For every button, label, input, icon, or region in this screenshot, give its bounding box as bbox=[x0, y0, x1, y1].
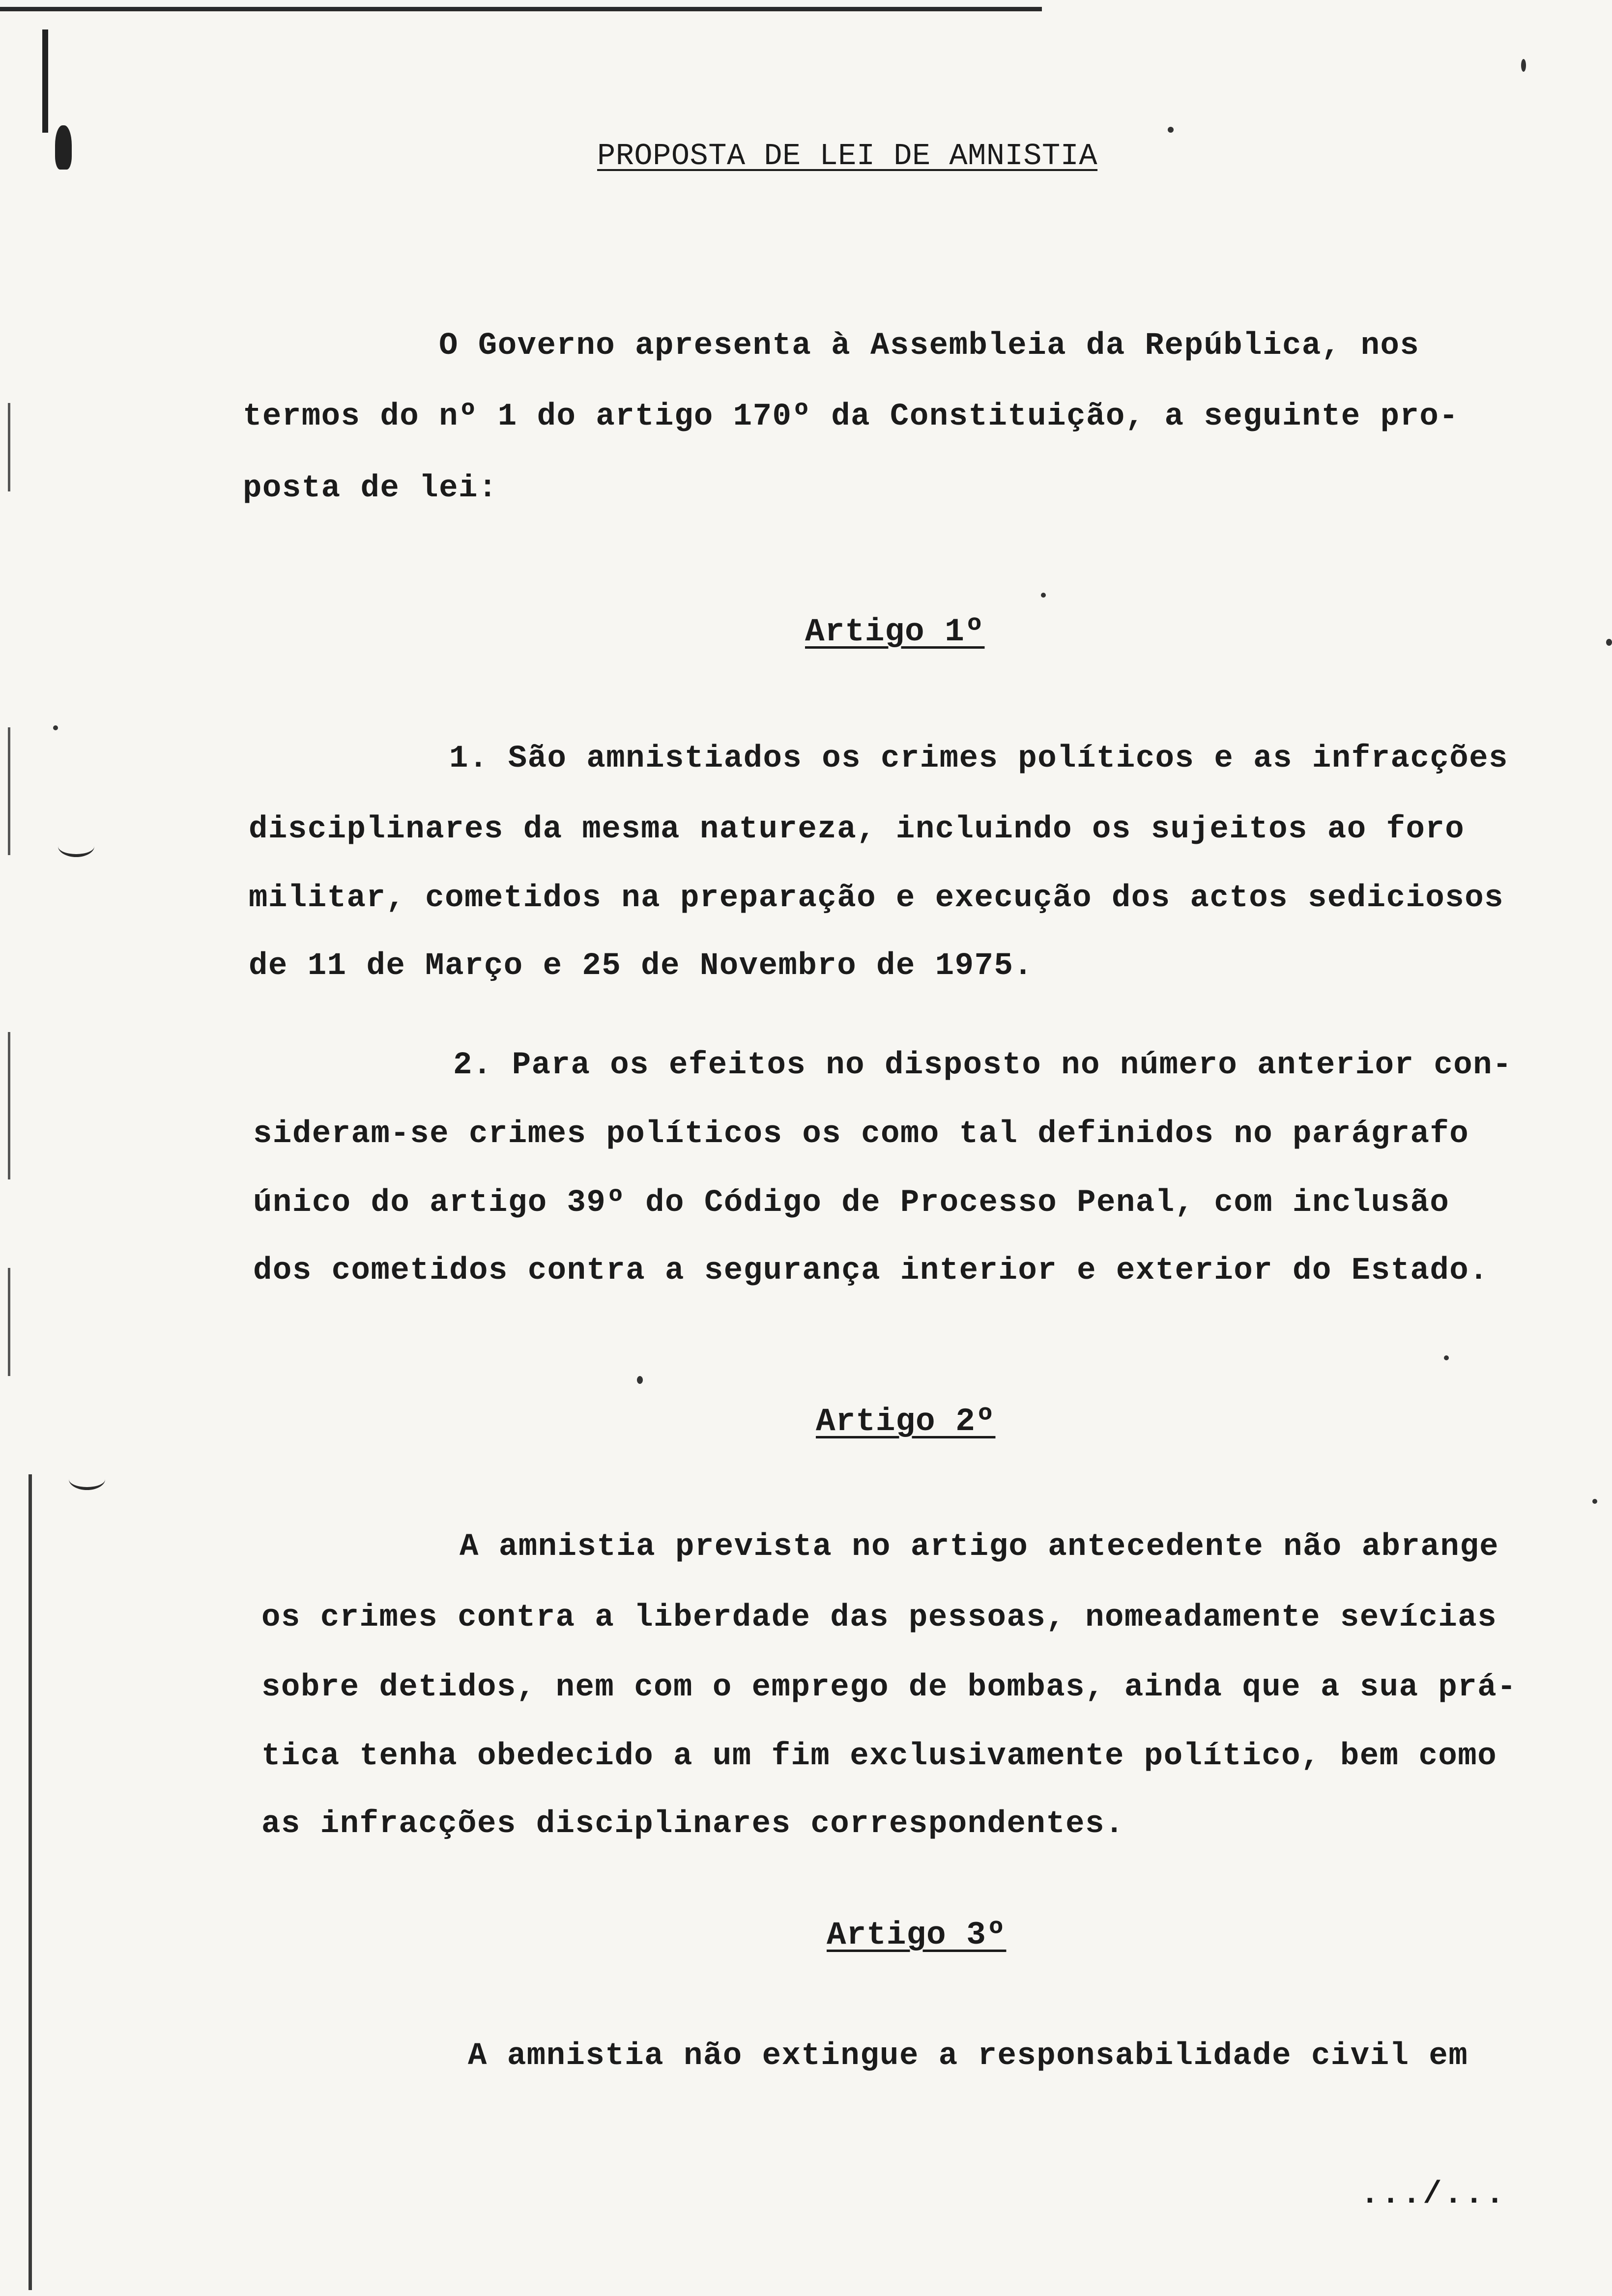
article-text-line: sobre detidos, nem com o emprego de bombas, ainda que a sua prá- bbox=[261, 1670, 1517, 1705]
article-text-line: 1. São amnistiados os crimes políticos e as infracções bbox=[449, 741, 1508, 776]
article-text-line: sideram-se crimes políticos os como tal definidos no parágrafo bbox=[253, 1117, 1469, 1152]
edge-tick bbox=[8, 403, 10, 491]
scan-speck bbox=[1168, 127, 1174, 133]
article-text-line: disciplinares da mesma natureza, incluindo os sujeitos ao foro bbox=[249, 812, 1465, 847]
article-heading: Artigo 3º bbox=[827, 1917, 1007, 1953]
scan-speck bbox=[637, 1376, 643, 1384]
binding-edge-line bbox=[29, 1474, 32, 2290]
article-text-line: 2. Para os efeitos no disposto no número anterior con- bbox=[453, 1048, 1512, 1083]
scan-speck bbox=[1444, 1355, 1449, 1360]
clip-mark bbox=[58, 835, 94, 857]
article-text-line: único do artigo 39º do Código de Processo Penal, com inclusão bbox=[253, 1185, 1450, 1221]
continuation-mark: .../... bbox=[1360, 2177, 1506, 2212]
edge-tick bbox=[8, 727, 10, 855]
edge-tick bbox=[8, 1268, 10, 1376]
article-text-line: dos cometidos contra a segurança interior e exterior do Estado. bbox=[253, 1253, 1489, 1289]
document-title: PROPOSTA DE LEI DE AMNISTIA bbox=[597, 139, 1098, 173]
clip-mark bbox=[69, 1468, 105, 1490]
edge-tick bbox=[8, 1032, 10, 1179]
scan-speck bbox=[1521, 59, 1526, 72]
intro-line: posta de lei: bbox=[243, 471, 498, 506]
article-text-line: A amnistia prevista no artigo antecedente não abrange bbox=[460, 1529, 1499, 1565]
article-text-line: tica tenha obedecido a um fim exclusivamente político, bem como bbox=[261, 1739, 1497, 1774]
article-text-line: os crimes contra a liberdade das pessoas, nomeadamente sevícias bbox=[261, 1600, 1497, 1636]
scan-speck bbox=[53, 725, 58, 730]
article-text-line: militar, cometidos na preparação e execução dos actos sediciosos bbox=[249, 881, 1504, 916]
article-text-line: as infracções disciplinares correspondentes. bbox=[261, 1807, 1124, 1842]
punch-hole-mark bbox=[42, 29, 48, 133]
scan-speck bbox=[1041, 593, 1046, 598]
ink-blot bbox=[55, 125, 72, 170]
article-heading: Artigo 1º bbox=[805, 613, 985, 650]
scan-speck bbox=[1606, 639, 1612, 646]
intro-line: termos do nº 1 do artigo 170º da Constituição, a seguinte pro- bbox=[243, 399, 1459, 434]
intro-line: O Governo apresenta à Assembleia da República, nos bbox=[439, 328, 1420, 364]
top-edge-rule bbox=[0, 7, 1042, 11]
scan-speck bbox=[1592, 1499, 1597, 1504]
article-text-line: de 11 de Março e 25 de Novembro de 1975. bbox=[249, 948, 1034, 984]
article-text-line: A amnistia não extingue a responsabilidade civil em bbox=[468, 2038, 1468, 2074]
article-heading: Artigo 2º bbox=[816, 1403, 996, 1440]
